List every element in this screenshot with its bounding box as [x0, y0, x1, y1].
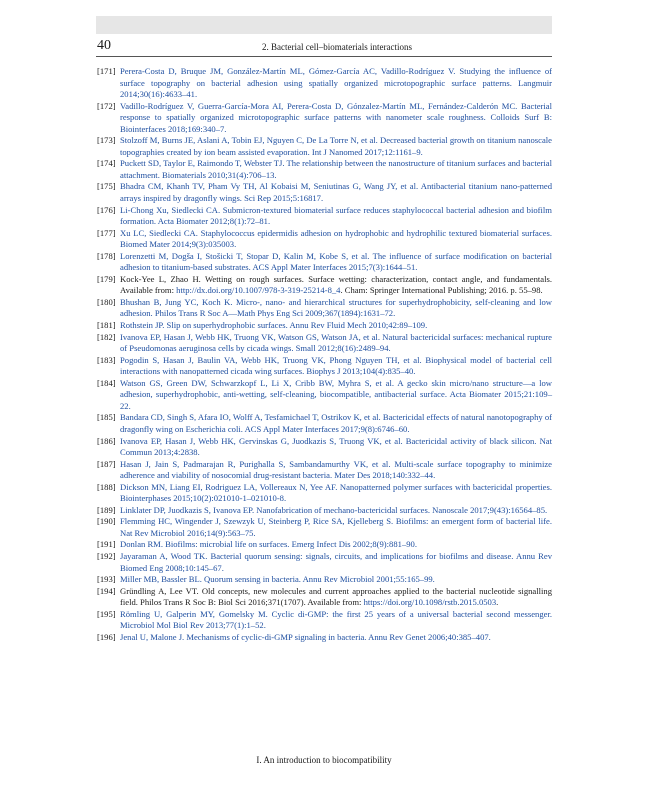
reference-item: [97, 516, 552, 539]
part-title: I. An introduction to biocompatibility: [256, 755, 392, 765]
reference-number: [191]: [97, 539, 116, 550]
reference-number: [174]: [97, 158, 116, 169]
reference-item: [97, 412, 552, 435]
reference-text: Watson GS, Green DW, Schwarzkopf L, Li X, Cribb BW, Myhra S, et al. A gecko skin micro/nano structure—a low adhesion, superhydrophobic, anti-wetting, self-cleaning, biocompatible, antibacterial surface. Acta Biomater 2015;21:109–22.: [120, 377, 552, 411]
reference-link[interactable]: https://doi.org/10.1098/rstb.2015.0503: [363, 597, 497, 608]
reference-number: [175]: [97, 181, 116, 192]
reference-number: [176]: [97, 204, 116, 215]
reference-number: [190]: [97, 516, 116, 527]
reference-item: [97, 158, 552, 181]
reference-text: Ivanova EP, Hasan J, Webb HK, Gervinskas G, Juodkazis S, Truong VK, et al. Bactericidal activity of black silicon. Nat Commun 2013;4:2838.: [120, 435, 552, 458]
reference-number: [187]: [97, 458, 116, 469]
reference-item: [97, 320, 552, 332]
reference-link[interactable]: http://dx.doi.org/10.1007/978-3-319-25214-8_4: [176, 285, 341, 296]
reference-text: Jayaraman A, Wood TK. Bacterial quorum sensing: signals, circuits, and implications for biofilms and disease. Annu Rev Biomed Eng 2008;10:145–67.: [120, 550, 552, 573]
chapter-title: 2. Bacterial cell–biomaterials interactions: [262, 42, 412, 52]
reference-number: [172]: [97, 100, 116, 111]
reference-number: [178]: [97, 250, 116, 261]
reference-text: Miller MB, Bassler BL. Quorum sensing in bacteria. Annu Rev Microbiol 2001;55:165–99.: [120, 574, 435, 585]
reference-text: Römling U, Galperin MY, Gomelsky M. Cyclic di-GMP: the first 25 years of a universal bacterial second messenger. Microbiol Mol Biol Rev 2013;77(1):1–52.: [120, 608, 552, 631]
reference-text: Jenal U, Malone J. Mechanisms of cyclic-di-GMP signaling in bacteria. Annu Rev Genet 2006;40:385–407.: [120, 631, 491, 642]
reference-list: [97, 66, 552, 643]
reference-text: Stolzoff M, Burns JE, Aslani A, Tobin EJ, Nguyen C, De La Torre N, et al. Decreased bacterial growth on titanium nanoscale topographies created by ion beam assisted evaporation. Int J Nanomed 2017;12:1161–9.: [120, 135, 552, 157]
reference-number: [188]: [97, 481, 116, 492]
reference-text: Perera-Costa D, Bruque JM, González-Martín ML, Gómez-García AC, Vadillo-Rodríguez V. Studying the influence of surface topography on bacterial adhesion using spatially organized microtopographic surface patterns. Langmuir 2014;30(16):4633–41.: [120, 66, 552, 100]
reference-item: [97, 505, 552, 517]
reference-text: Linklater DP, Juodkazis S, Ivanova EP. Nanofabrication of mechano-bactericidal surfaces. Nanoscale 2017;9(43):16564–85.: [120, 504, 548, 515]
reference-number: [184]: [97, 377, 116, 388]
reference-text: Bhushan B, Jung YC, Koch K. Micro-, nano- and hierarchical structures for superhydrophobicity, self-cleaning and low adhesion. Philos Trans R Soc A—Math Phys Eng Sci 2009;367(1894):1631–72.: [120, 296, 552, 319]
reference-text: Rothstein JP. Slip on superhydrophobic surfaces. Annu Rev Fluid Mech 2010;42:89–109.: [120, 320, 428, 331]
reference-text: Dickson MN, Liang EI, Rodriguez LA, Vollereaux N, Yee AF. Nanopatterned polymer surfaces with bactericidal properties. Biointerphases 2015;10(2):021010-1–021010-8.: [120, 481, 552, 504]
reference-number: [194]: [97, 585, 116, 596]
reference-number: [173]: [97, 135, 116, 146]
reference-text: Flemming HC, Wingender J, Szewzyk U, Steinberg P, Rice SA, Kjelleberg S. Biofilms: an emergent form of bacterial life. Nat Rev Microbiol 2016;14(9):563–75.: [120, 516, 552, 538]
reference-item: [97, 228, 552, 251]
reference-text: Puckett SD, Taylor E, Raimondo T, Webster TJ. The relationship between the nanostructure of titanium surfaces and bacterial attachment. Biomaterials 2010;31(4):706–13.: [120, 158, 552, 180]
reference-number: [179]: [97, 273, 116, 284]
reference-text: Donlan RM. Biofilms: microbial life on surfaces. Emerg Infect Dis 2002;8(9):881–90.: [120, 539, 417, 550]
reference-text: Li-Chong Xu, Siedlecki CA. Submicron-textured biomaterial surface reduces staphylococcal bacterial adhesion and biofilm formation. Acta Biomater 2012;8(1):72–81.: [120, 204, 552, 227]
reference-text: Pogodin S, Hasan J, Baulin VA, Webb HK, Truong VK, Phong Nguyen TH, et al. Biophysical model of bacterial cell interactions with nanopatterned cicada wing surfaces. Biophys J 2013;104(4):835–40.: [120, 354, 552, 377]
reference-number: [183]: [97, 354, 116, 365]
reference-item: [97, 205, 552, 228]
reference-number: [189]: [97, 504, 116, 515]
reference-number: [185]: [97, 412, 116, 423]
reference-text: Kock-Yee L, Zhao H. Wetting on rough surfaces. Surface wetting: characterization, contact angle, and fundamentals. Available from: http://dx.doi.org/10.1007/978-3-319-25214-8_4. Cham: Springer International Publishing; 2016. p. 55–98.: [120, 273, 552, 296]
reference-text: Ivanova EP, Hasan J, Webb HK, Truong VK, Watson GS, Watson JA, et al. Natural bactericidal surfaces: mechanical rupture of Pseudomonas aeruginosa cells by cicada wings. Small 2012;8(16):2489–94.: [120, 331, 552, 354]
reference-number: [192]: [97, 550, 116, 561]
reference-text: Bandara CD, Singh S, Afara IO, Wolff A, Tesfamichael T, Ostrikov K, et al. Bactericidal effects of natural nanotopography of dragonfly wing on Escherichia coli. ACS Appl Mater Interfaces 2017;9(8):6746–60.: [120, 412, 552, 434]
header-bar: [96, 16, 552, 34]
reference-item: [97, 181, 552, 204]
reference-item: [97, 251, 552, 274]
reference-text: Gründling A, Lee VT. Old concepts, new molecules and current approaches applied to the bacterial nucleotide signalling field. Philos Trans R Soc B: Biol Sci 2016;371(1707). Available from: https://doi.org/10.1098/rstb.2015.0503.: [120, 585, 552, 608]
reference-number: [180]: [97, 296, 116, 307]
reference-item: [97, 551, 552, 574]
reference-item: [97, 135, 552, 158]
reference-item: [97, 355, 552, 378]
reference-item: [97, 101, 552, 136]
reference-number: [181]: [97, 320, 116, 331]
reference-text: Lorenzetti M, Dogša I, Stošicki T, Stopar D, Kalin M, Kobe S, et al. The influence of surface modification on bacterial adhesion to titanium-based substrates. ACS Appl Mater Interfaces 2015;7(3):1644–51.: [120, 250, 552, 273]
reference-item: [97, 586, 552, 609]
reference-number: [195]: [97, 608, 116, 619]
header-divider: [96, 56, 552, 57]
reference-text: Xu LC, Siedlecki CA. Staphylococcus epidermidis adhesion on hydrophobic and hydrophilic textured biomaterial surfaces. Biomed Mater 2014;9(3):035003.: [120, 227, 552, 250]
reference-number: [193]: [97, 574, 116, 585]
reference-item: [97, 274, 552, 297]
reference-number: [182]: [97, 331, 116, 342]
reference-item: [97, 482, 552, 505]
reference-item: [97, 436, 552, 459]
page-number: 40: [97, 38, 111, 53]
reference-item: [97, 632, 552, 644]
reference-number: [177]: [97, 227, 116, 238]
reference-number: [196]: [97, 631, 116, 642]
reference-text: Vadillo-Rodríguez V, Guerra-García-Mora AI, Perera-Costa D, Gónzalez-Martín ML, Fernández-Calderón MC. Bacterial response to spatially organized microtopographic surface patterns with nanometer scale roughness. Colloids Surf B: Biointerfaces 2018;169:340–7.: [120, 100, 552, 134]
reference-item: [97, 609, 552, 632]
reference-item: [97, 378, 552, 413]
reference-text: Hasan J, Jain S, Padmarajan R, Purighalla S, Sambandamurthy VK, et al. Multi-scale surface topography to minimize adherence and viability of nosocomial drug-resistant bacteria. Mater Des 2018;140:332–44.: [120, 458, 552, 481]
reference-item: [97, 66, 552, 101]
reference-item: [97, 459, 552, 482]
reference-text: Bhadra CM, Khanh TV, Pham Vy TH, Al Kobaisi M, Seniutinas G, Wang JY, et al. Antibacterial titanium nano-patterned arrays inspired by dragonfly wings. Sci Rep 2015;5:16817.: [120, 181, 552, 204]
reference-item: [97, 539, 552, 551]
reference-item: [97, 574, 552, 586]
reference-number: [186]: [97, 435, 116, 446]
reference-item: [97, 297, 552, 320]
reference-item: [97, 332, 552, 355]
reference-number: [171]: [97, 66, 116, 76]
